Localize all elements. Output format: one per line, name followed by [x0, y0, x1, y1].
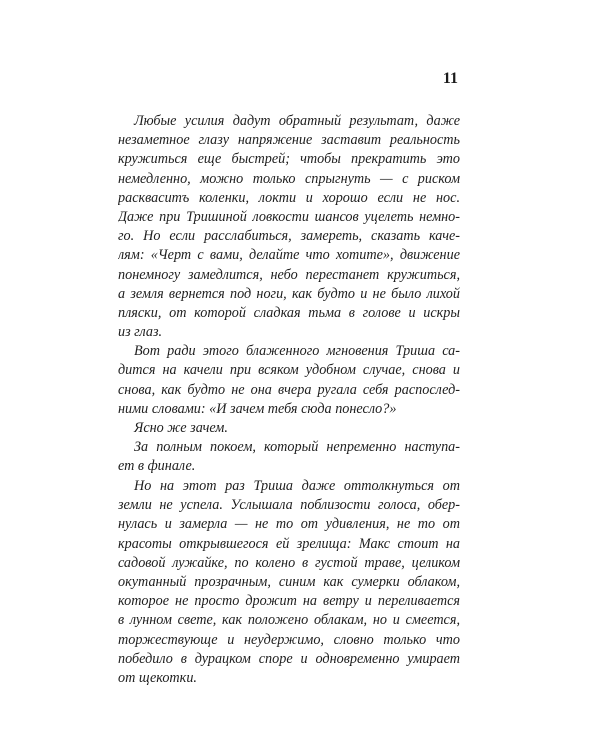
- text-line: садовой лужайке, по колено в густой траве, целиком: [118, 554, 460, 571]
- text-line: ними словами: «И зачем тебя сюда понесло?»: [118, 400, 397, 417]
- text-line: торжествующе и неудержимо, словно только что: [118, 631, 460, 648]
- text-line: Даже при Тришиной ловкости шансов уцелеть немно-: [118, 208, 460, 225]
- text-line: из глаз.: [118, 324, 163, 341]
- text-line: незаметное глазу напряжение заставит реальность: [118, 132, 460, 149]
- text-line: понемногу замедлится, небо перестанет кружиться,: [118, 266, 460, 283]
- page-number: 11: [442, 70, 458, 87]
- text-line: пляски, от которой сладкая тьма в голове и искры: [118, 304, 460, 321]
- text-line: дится на качели при всяком удобном случае, снова и: [118, 362, 460, 379]
- text-line: а земля вернется под ноги, как будто и не было лихой: [118, 285, 460, 302]
- text-line: ет в финале.: [118, 458, 196, 475]
- text-line: Вот ради этого блаженного мгновения Триша са-: [134, 343, 460, 360]
- text-section-1: [118, 112, 460, 477]
- text-line: окутанный прозрачным, синим как сумерки облаком,: [118, 573, 460, 590]
- text-line: которое не просто дрожит на ветру и переливается: [118, 593, 460, 610]
- text-line: лям: «Черт с вами, делайте что хотите», движение: [118, 247, 460, 264]
- text-line: го. Но если расслабиться, замереть, сказать каче-: [118, 228, 460, 245]
- text-line: земли не успела. Услышала поблизости голоса, обер-: [118, 497, 460, 514]
- text-line: победило в дурацком споре и одновременно умирает: [118, 650, 460, 667]
- text-line: Но на этот раз Триша даже оттолкнуться от: [134, 478, 460, 494]
- text-line: снова, как будто не она вчера ругала себя распослед-: [118, 381, 460, 398]
- text-line: красоты открывшегося ей зрелища: Макс стоит на: [118, 535, 460, 552]
- text-section-2: [118, 477, 460, 688]
- text-line: немедленно, можно только спрыгнуть — с риском: [118, 170, 460, 187]
- text-line: кружиться еще быстрей; чтобы прекратить это: [118, 151, 460, 168]
- text-line: Ясно же зачем.: [134, 420, 228, 436]
- text-line: от щекотки.: [118, 669, 197, 686]
- text-line: За полным покоем, который непременно наступа-: [134, 439, 460, 456]
- text-line: нулась и замерла — не то от удивления, не то от: [118, 516, 460, 533]
- text-line: Любые усилия дадут обратный результат, даже: [134, 113, 460, 129]
- text-line: в лунном свете, как положено облакам, но и смеется,: [118, 612, 460, 629]
- text-line: раскваситъ коленки, локти и хорошо если не нос.: [118, 189, 460, 206]
